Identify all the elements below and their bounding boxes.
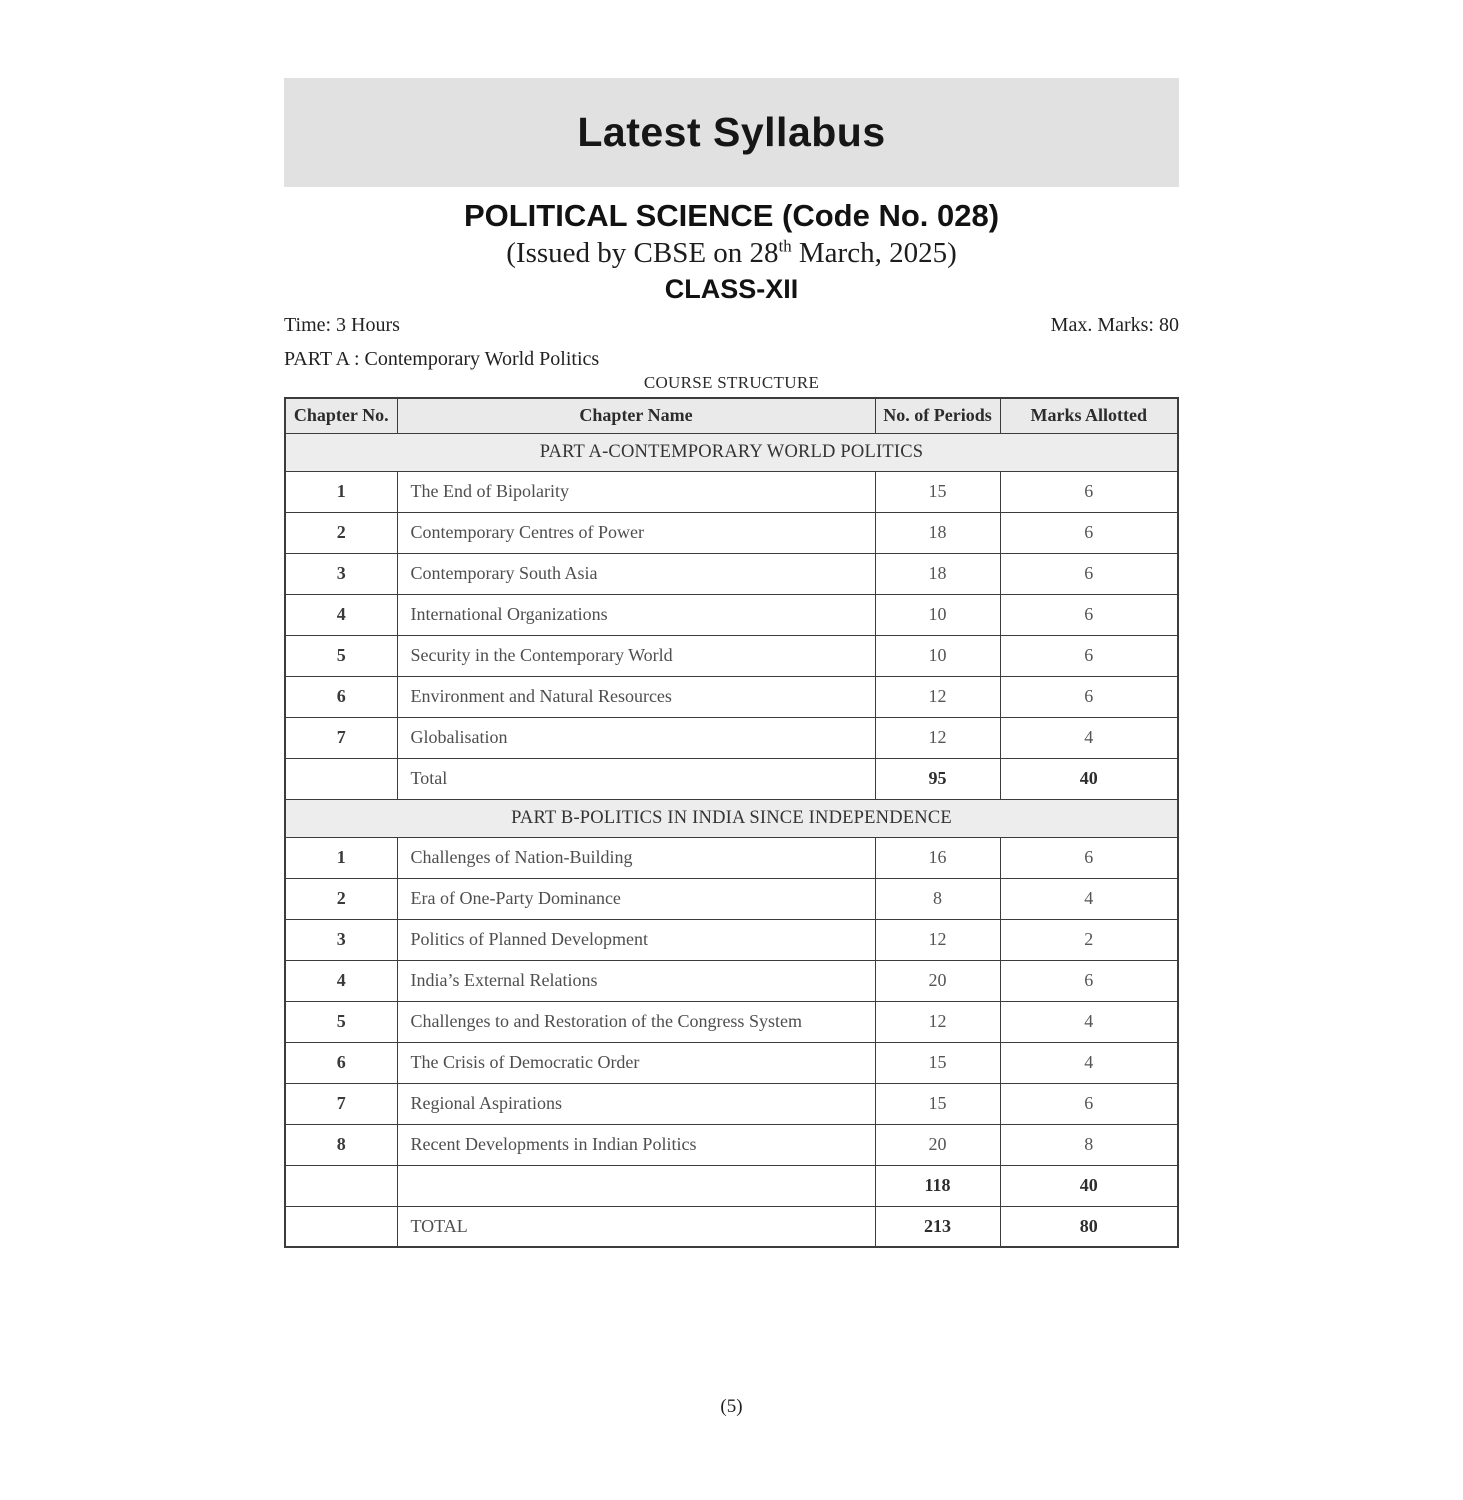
table-section-row <box>285 799 1178 837</box>
table-row <box>285 837 1178 878</box>
cell-no: 5 <box>285 635 397 676</box>
page-number: (5) <box>720 1396 743 1417</box>
cell-name: The Crisis of Democratic Order <box>397 1042 875 1083</box>
table-section-title: PART A-CONTEMPORARY WORLD POLITICS <box>285 433 1178 471</box>
table-row <box>285 758 1178 799</box>
cell-marks: 40 <box>1000 758 1178 799</box>
cell-no: 4 <box>285 594 397 635</box>
cell-no: 2 <box>285 512 397 553</box>
cell-name: Globalisation <box>397 717 875 758</box>
table-row <box>285 635 1178 676</box>
cell-no: 3 <box>285 553 397 594</box>
table-section-row <box>285 433 1178 471</box>
column-periods: No. of Periods <box>875 398 1000 433</box>
cell-no: 6 <box>285 676 397 717</box>
table-row <box>285 1165 1178 1206</box>
cell-no <box>285 758 397 799</box>
cell-name: Contemporary South Asia <box>397 553 875 594</box>
cell-periods: 20 <box>875 1124 1000 1165</box>
cell-name: Security in the Contemporary World <box>397 635 875 676</box>
max-marks: Max. Marks: 80 <box>1050 314 1179 336</box>
cell-marks: 4 <box>1000 878 1178 919</box>
table-row <box>285 1001 1178 1042</box>
cell-name: Era of One-Party Dominance <box>397 878 875 919</box>
cell-name: Recent Developments in Indian Politics <box>397 1124 875 1165</box>
cell-marks: 6 <box>1000 960 1178 1001</box>
cell-no: 8 <box>285 1124 397 1165</box>
cell-name: India’s External Relations <box>397 960 875 1001</box>
issued-prefix: (Issued by CBSE on 28 <box>506 237 779 269</box>
banner-title: Latest Syllabus <box>577 109 886 155</box>
cell-no: 4 <box>285 960 397 1001</box>
cell-no: 1 <box>285 471 397 512</box>
cell-name: Total <box>397 758 875 799</box>
cell-name <box>397 1165 875 1206</box>
cell-periods: 12 <box>875 676 1000 717</box>
column-chapter-name: Chapter Name <box>397 398 875 433</box>
cell-periods: 10 <box>875 594 1000 635</box>
table-row <box>285 878 1178 919</box>
table-row <box>285 717 1178 758</box>
cell-periods: 12 <box>875 717 1000 758</box>
cell-name: International Organizations <box>397 594 875 635</box>
table-row <box>285 471 1178 512</box>
cell-periods: 10 <box>875 635 1000 676</box>
course-structure-table <box>284 397 1179 1248</box>
table-header <box>285 398 1178 433</box>
table-row <box>285 676 1178 717</box>
cell-no: 1 <box>285 837 397 878</box>
cell-marks: 6 <box>1000 1083 1178 1124</box>
table-row <box>285 1042 1178 1083</box>
table-section-title: PART B-POLITICS IN INDIA SINCE INDEPENDENCE <box>285 799 1178 837</box>
course-table-body <box>285 433 1178 1247</box>
cell-marks: 4 <box>1000 1042 1178 1083</box>
cell-marks: 6 <box>1000 635 1178 676</box>
column-marks: Marks Allotted <box>1000 398 1178 433</box>
cell-periods: 16 <box>875 837 1000 878</box>
table-header-row <box>285 398 1178 433</box>
cell-name: TOTAL <box>397 1206 875 1247</box>
cell-marks: 8 <box>1000 1124 1178 1165</box>
cell-marks: 6 <box>1000 837 1178 878</box>
cell-name: Contemporary Centres of Power <box>397 512 875 553</box>
cell-marks: 80 <box>1000 1206 1178 1247</box>
cell-marks: 6 <box>1000 676 1178 717</box>
cell-periods: 15 <box>875 471 1000 512</box>
cell-periods: 20 <box>875 960 1000 1001</box>
time-allowed: Time: 3 Hours <box>284 314 400 336</box>
cell-no: 6 <box>285 1042 397 1083</box>
cell-periods: 18 <box>875 553 1000 594</box>
part-a-heading: PART A : Contemporary World Politics <box>284 348 600 370</box>
page-content <box>284 0 1179 1248</box>
cell-name: Environment and Natural Resources <box>397 676 875 717</box>
cell-no <box>285 1165 397 1206</box>
class-label: CLASS-XII <box>664 274 799 304</box>
cell-periods: 118 <box>875 1165 1000 1206</box>
table-row <box>285 512 1178 553</box>
cell-periods: 12 <box>875 919 1000 960</box>
cell-no: 7 <box>285 1083 397 1124</box>
table-row <box>285 594 1178 635</box>
cell-name: Regional Aspirations <box>397 1083 875 1124</box>
cell-periods: 18 <box>875 512 1000 553</box>
cell-name: Politics of Planned Development <box>397 919 875 960</box>
cell-marks: 6 <box>1000 594 1178 635</box>
cell-marks: 6 <box>1000 512 1178 553</box>
table-row <box>285 1206 1178 1247</box>
table-row <box>285 960 1178 1001</box>
cell-periods: 15 <box>875 1042 1000 1083</box>
issued-ordinal: th <box>778 236 792 256</box>
cell-periods: 95 <box>875 758 1000 799</box>
table-row <box>285 919 1178 960</box>
cell-periods: 15 <box>875 1083 1000 1124</box>
course-structure-heading: COURSE STRUCTURE <box>643 373 820 392</box>
subject-title: POLITICAL SCIENCE (Code No. 028) <box>463 198 1000 233</box>
issued-suffix: March, 2025) <box>791 237 957 269</box>
cell-name: Challenges to and Restoration of the Congress System <box>397 1001 875 1042</box>
cell-no: 3 <box>285 919 397 960</box>
cell-marks: 40 <box>1000 1165 1178 1206</box>
cell-marks: 4 <box>1000 717 1178 758</box>
table-row <box>285 1124 1178 1165</box>
cell-periods: 12 <box>875 1001 1000 1042</box>
cell-marks: 6 <box>1000 471 1178 512</box>
cell-no: 7 <box>285 717 397 758</box>
cell-no <box>285 1206 397 1247</box>
table-row <box>285 553 1178 594</box>
cell-name: The End of Bipolarity <box>397 471 875 512</box>
cell-marks: 6 <box>1000 553 1178 594</box>
column-chapter-no: Chapter No. <box>285 398 397 433</box>
cell-no: 5 <box>285 1001 397 1042</box>
table-row <box>285 1083 1178 1124</box>
latest-syllabus-banner <box>284 78 1179 187</box>
issued-line <box>284 237 1179 270</box>
cell-marks: 2 <box>1000 919 1178 960</box>
cell-marks: 4 <box>1000 1001 1178 1042</box>
meta-row <box>284 314 1179 337</box>
cell-name: Challenges of Nation-Building <box>397 837 875 878</box>
cell-no: 2 <box>285 878 397 919</box>
cell-periods: 213 <box>875 1206 1000 1247</box>
cell-periods: 8 <box>875 878 1000 919</box>
